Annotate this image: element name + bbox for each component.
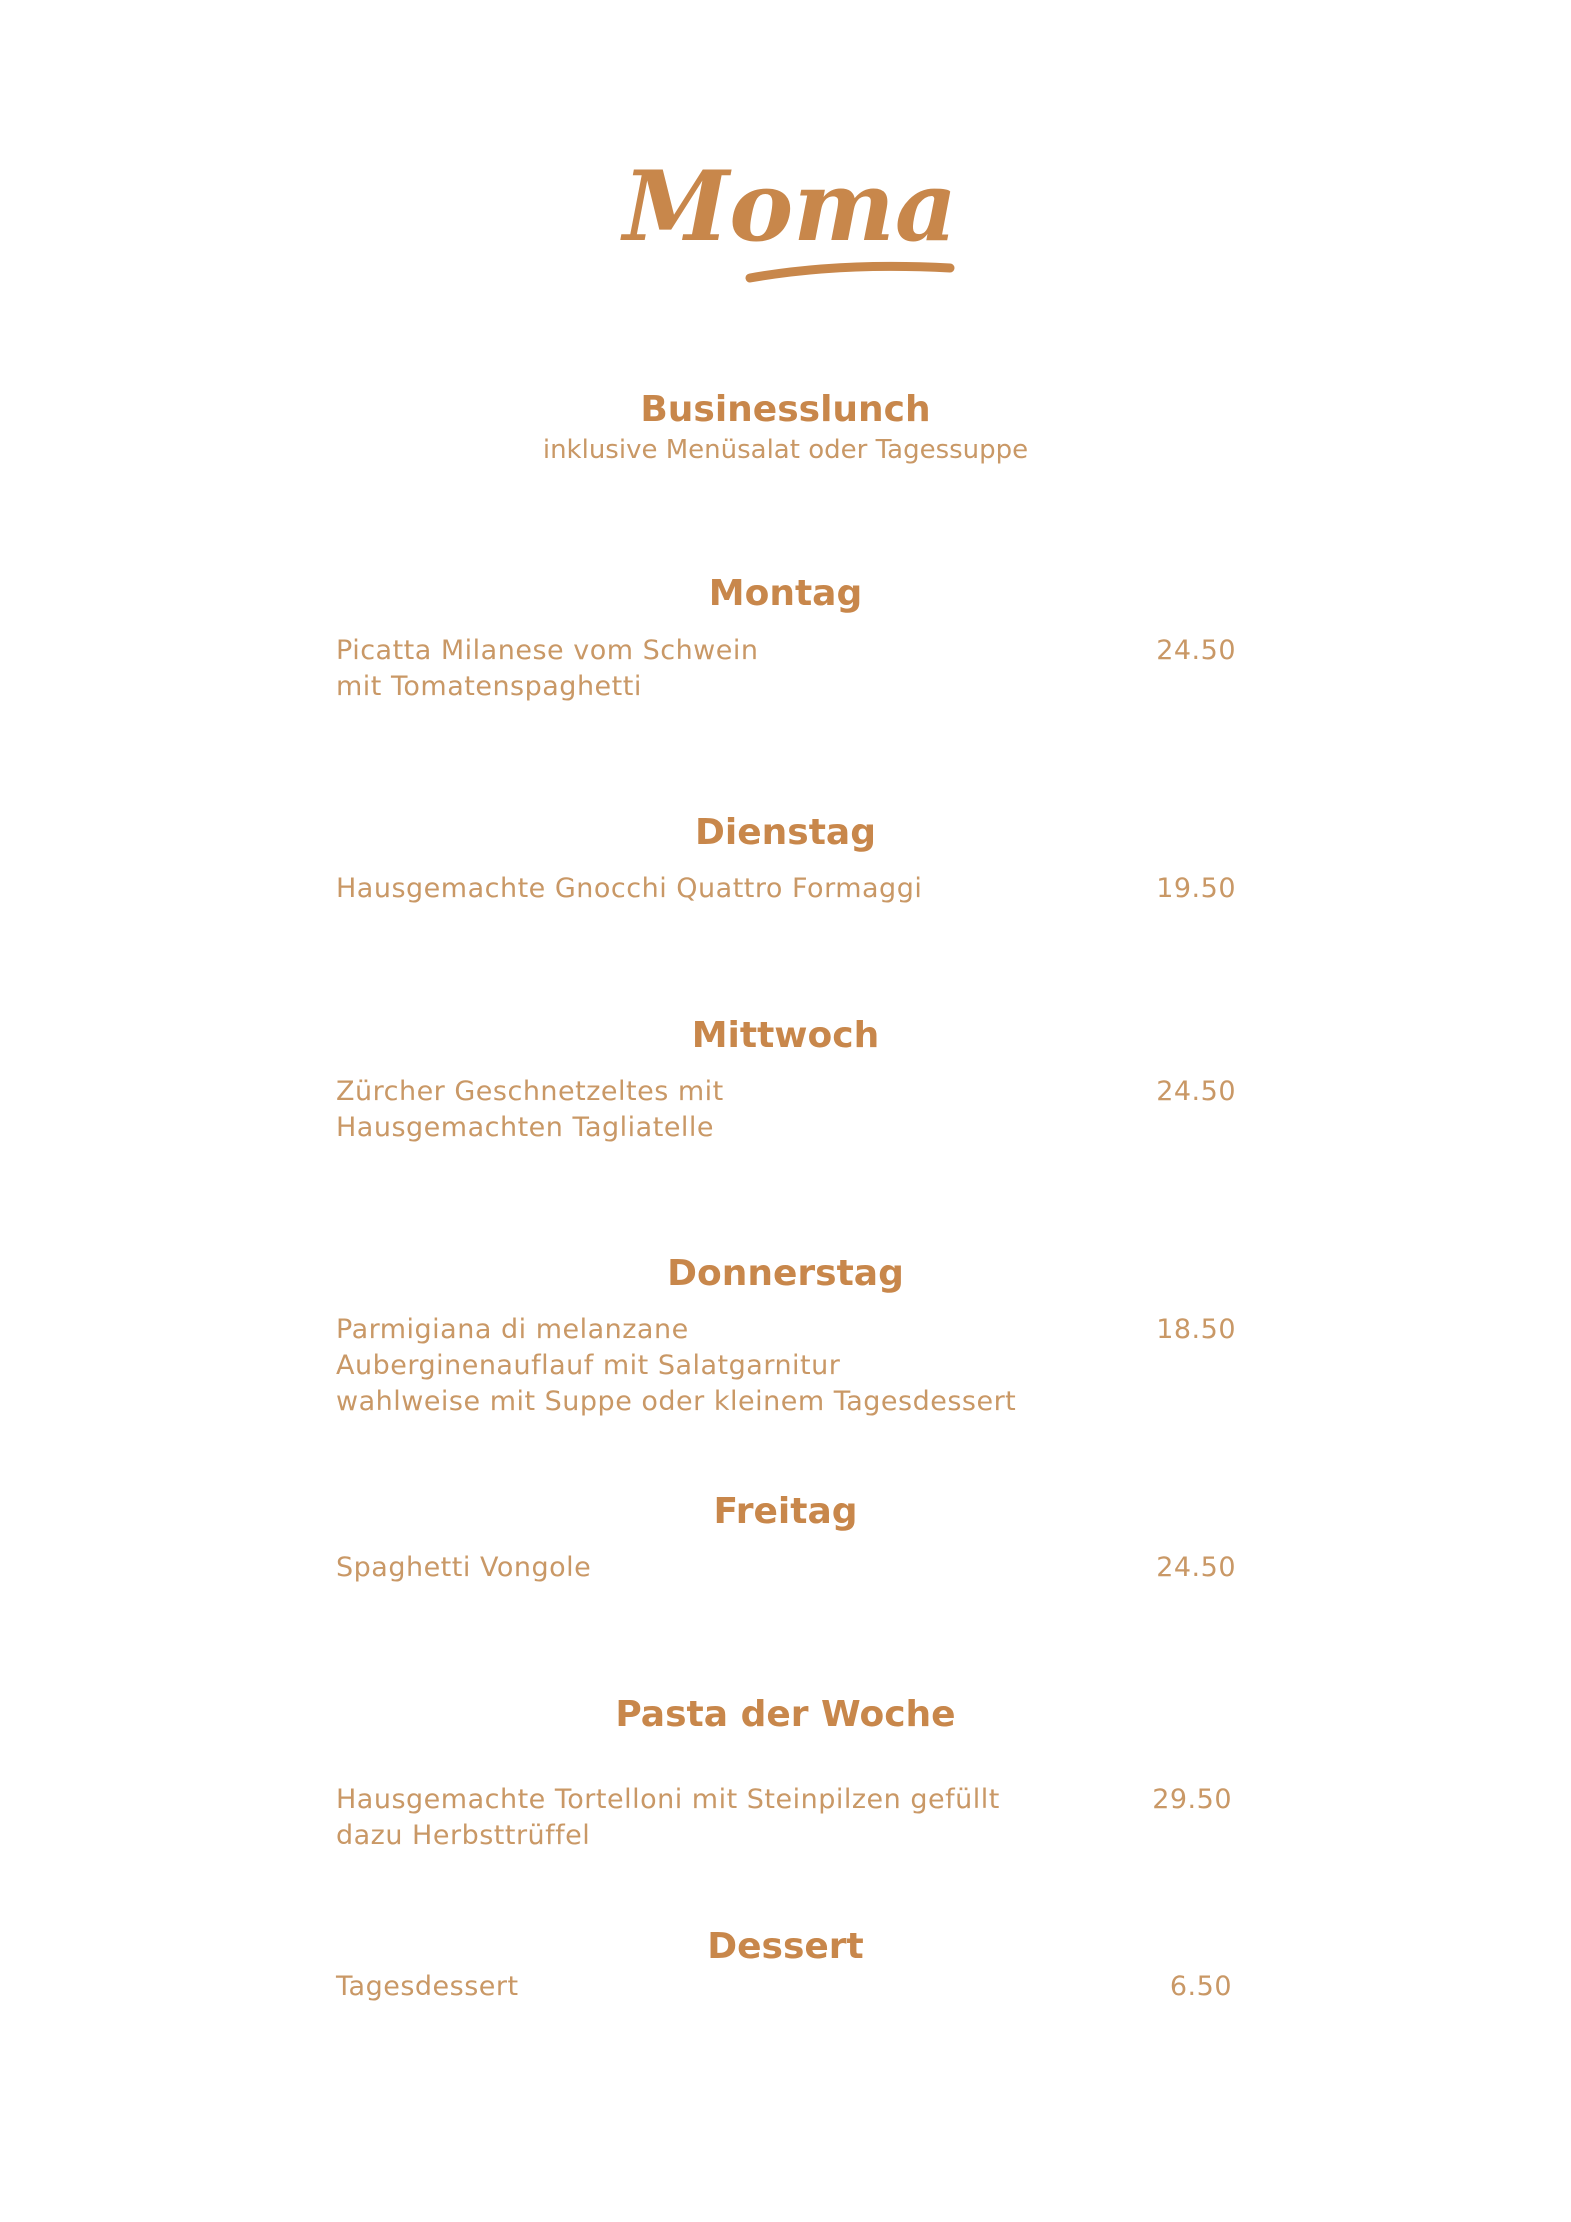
logo-wordmark: Moma xyxy=(622,150,958,263)
item-line: dazu Herbsttrüffel xyxy=(336,1820,591,1851)
menu-item-montag xyxy=(336,633,1236,705)
item-price: 6.50 xyxy=(1169,1971,1232,2002)
moma-logo xyxy=(600,140,980,290)
page-subtitle: inklusive Menüsalat oder Tagessuppe xyxy=(542,435,1029,465)
moma-logo-svg xyxy=(600,140,980,290)
item-line: Auberginenauflauf mit Salatgarnitur xyxy=(336,1350,841,1381)
section-title-donnerstag: Donnerstag xyxy=(667,1253,904,1294)
item-line: Hausgemachte Tortelloni mit Steinpilzen gefüllt xyxy=(336,1784,1000,1815)
item-line: Hausgemachten Tagliatelle xyxy=(336,1112,715,1143)
item-price: 24.50 xyxy=(1156,635,1236,666)
menu-item-dienstag xyxy=(336,871,1236,907)
item-price: 29.50 xyxy=(1152,1784,1232,1815)
page-title: Businesslunch xyxy=(640,389,931,430)
item-price: 19.50 xyxy=(1156,873,1236,904)
item-line: mit Tomatenspaghetti xyxy=(336,671,642,702)
section-title-montag: Montag xyxy=(708,573,863,614)
menu-item-freitag xyxy=(336,1550,1236,1586)
menu-item-donnerstag xyxy=(336,1312,1236,1420)
item-price: 24.50 xyxy=(1156,1076,1236,1107)
menu-item-dessert xyxy=(336,1969,1232,2005)
item-line: Parmigiana di melanzane xyxy=(336,1314,689,1345)
item-line: Picatta Milanese vom Schwein xyxy=(336,635,759,666)
item-price: 18.50 xyxy=(1156,1314,1236,1345)
section-title-dienstag: Dienstag xyxy=(695,812,876,853)
menu-item-pasta-der-woche xyxy=(336,1782,1232,1854)
item-line: Tagesdessert xyxy=(336,1971,519,2002)
section-title-mittwoch: Mittwoch xyxy=(691,1015,880,1056)
item-line: Zürcher Geschnetzeltes mit xyxy=(336,1076,724,1107)
section-title-pasta-der-woche: Pasta der Woche xyxy=(615,1694,956,1735)
item-price: 24.50 xyxy=(1156,1552,1236,1583)
logo-underline-swoosh xyxy=(750,266,950,278)
item-line: wahlweise mit Suppe oder kleinem Tagesdessert xyxy=(336,1386,1017,1417)
item-line: Hausgemachte Gnocchi Quattro Formaggi xyxy=(336,873,923,904)
item-line: Spaghetti Vongole xyxy=(336,1552,592,1583)
section-title-freitag: Freitag xyxy=(713,1491,858,1532)
section-title-dessert: Dessert xyxy=(707,1926,864,1967)
menu-item-mittwoch xyxy=(336,1074,1236,1146)
